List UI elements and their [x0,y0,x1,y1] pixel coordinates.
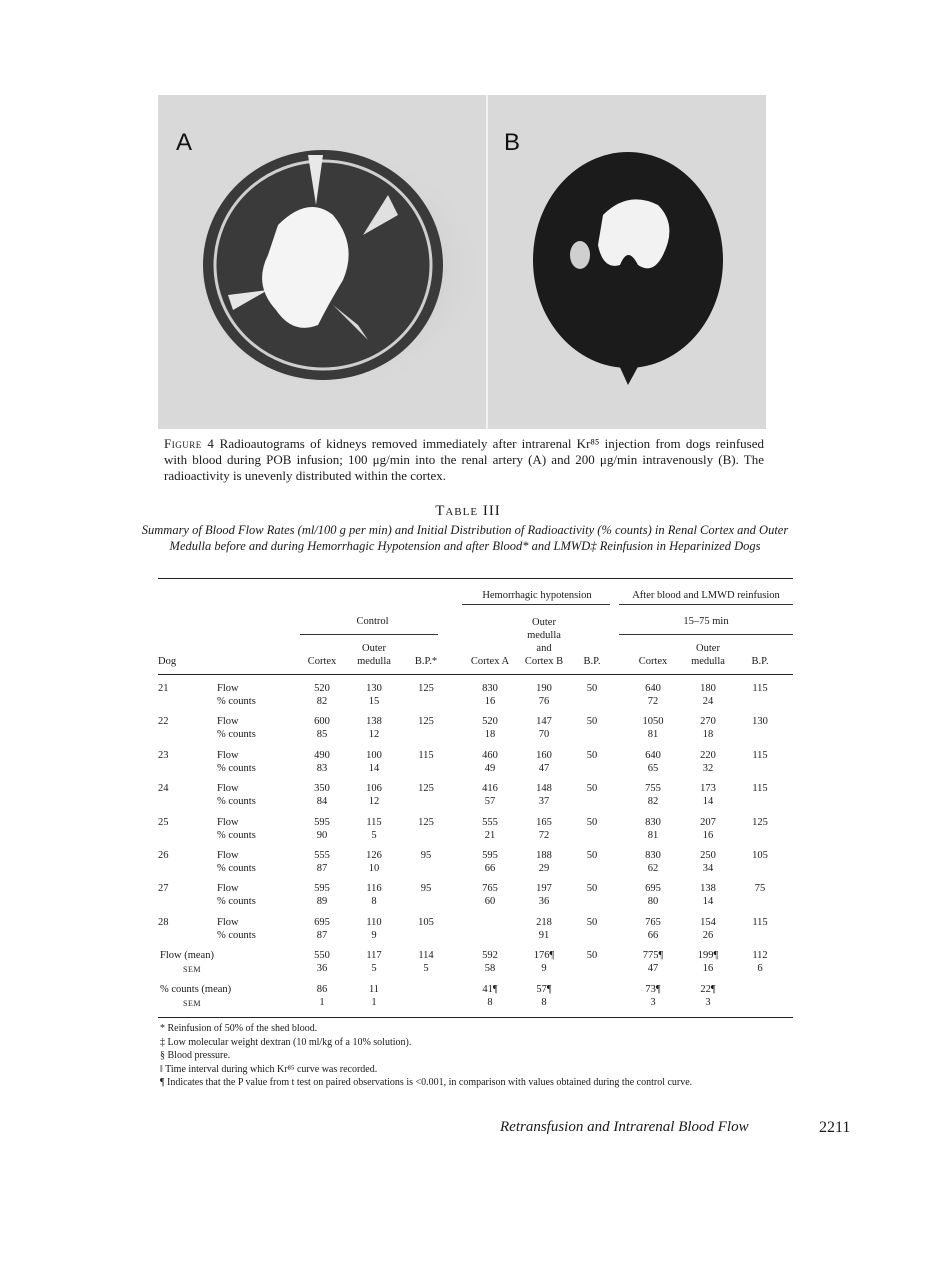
table-cell-counts: 14 [368,763,380,774]
row-label-flow: Flow [217,750,239,761]
table-cell-flow: 520 [482,716,498,727]
table-cell-counts: 49 [484,763,496,774]
summary-cell-mean: 112 [752,950,768,961]
table-cell-flow: 173 [700,783,716,794]
dog-number: 24 [158,783,169,794]
table-cell-counts: 5 [371,830,377,841]
kidney-a-image [188,145,488,395]
table-cell-bp: 50 [586,850,598,861]
header-control-bp: B.P.* [414,656,438,667]
footnote: ‖ Time interval during which Kr⁸⁵ curve was recorded. [160,1063,378,1075]
summary-cell-mean: 775¶ [642,950,664,961]
table-cell-bp: 125 [418,683,434,694]
summary-cell-mean: 73¶ [645,984,661,995]
summary-cell-sem: 3 [650,997,656,1008]
table-cell-counts: 18 [484,729,496,740]
table-cell-bp: 115 [418,750,434,761]
table-cell-counts: 70 [538,729,550,740]
header-hemorrhagic-outer: Outer [532,617,556,628]
row-label-counts: % counts [217,696,256,707]
row-label-counts: % counts [217,763,256,774]
header-hemorrhagic-bp: B.P. [583,656,601,667]
table-cell-flow: 190 [536,683,552,694]
summary-cell-mean: 114 [418,950,434,961]
table-cell-flow: 207 [700,817,716,828]
row-label-counts: % counts [217,863,256,874]
rule-hemorrhagic [462,604,610,605]
table-cell-counts: 32 [702,763,714,774]
table-cell-flow: 160 [536,750,552,761]
table-cell-flow: 695 [645,883,661,894]
table-cell-flow: 188 [536,850,552,861]
table-cell-flow: 130 [366,683,382,694]
figure-4-radioautograms [158,95,766,429]
summary-cell-mean: 50 [586,950,598,961]
header-hemorrhagic-cortex-b: Cortex B [524,656,564,667]
table-cell-counts: 16 [484,696,496,707]
header-control-outer: Outer [362,643,386,654]
footnote: ¶ Indicates that the P value from t test on paired observations is <0.001, in comparison with values obtained during the control curve. [160,1077,693,1088]
summary-cell-sem: 6 [757,963,763,974]
table-cell-bp: 95 [420,883,432,894]
table-cell-flow: 250 [700,850,716,861]
summary-cell-sem: 9 [541,963,547,974]
table-cell-counts: 15 [368,696,380,707]
table-cell-counts: 12 [368,796,380,807]
row-label-counts: % counts [217,796,256,807]
summary-row-label: Flow (mean) [160,950,214,961]
table-cell-counts: 62 [647,863,659,874]
dog-number: 22 [158,716,169,727]
table-cell-counts: 14 [702,896,714,907]
summary-row-label: % counts (mean) [160,984,232,995]
table-caption: Summary of Blood Flow Rates (ml/100 g per min) and Initial Distribution of Radioactivity (% counts) in Renal Cortex and Outer Medulla before and during Hemorrhagic Hypotension and after Blood* and LMWD‡ Reinfusion in Heparinized Dogs [141,523,789,553]
table-cell-counts: 84 [316,796,328,807]
table-cell-flow: 138 [366,716,382,727]
rule-after [619,604,793,605]
summary-cell-mean: 117 [366,950,382,961]
table-cell-counts: 18 [702,729,714,740]
summary-cell-sem: 8 [487,997,493,1008]
table-header-rule [158,674,793,675]
table-cell-counts: 60 [484,896,496,907]
summary-cell-mean: 11 [368,984,380,995]
header-control-medulla: medulla [357,656,391,667]
header-hemorrhagic-medulla: medulla [527,630,561,641]
row-label-flow: Flow [217,850,239,861]
table-cell-counts: 81 [647,830,659,841]
row-label-counts: % counts [217,830,256,841]
table-cell-bp: 50 [586,817,598,828]
table-cell-flow: 695 [314,917,330,928]
table-cell-flow: 165 [536,817,552,828]
table-cell-counts: 80 [647,896,659,907]
header-after-sub: 15–75 min [683,616,729,627]
summary-cell-mean: 41¶ [482,984,498,995]
table-cell-flow: 147 [536,716,552,727]
summary-cell-sem: 8 [541,997,547,1008]
table-cell-flow: 116 [366,883,382,894]
table-cell-counts: 81 [647,729,659,740]
table-footnotes [160,1022,796,1090]
summary-cell-sem: 5 [423,963,429,974]
table-cell-flow: 520 [314,683,330,694]
table-cell-bp: 125 [418,817,434,828]
summary-cell-mean: 176¶ [533,950,555,961]
table-cell-flow: 154 [700,917,716,928]
table-cell-flow: 106 [366,783,382,794]
table-cell-flow: 100 [366,750,382,761]
summary-cell-mean: 592 [482,950,498,961]
table-cell-counts: 76 [538,696,550,707]
table-cell-flow: 460 [482,750,498,761]
header-control-cortex: Cortex [307,656,337,667]
table-cell-counts: 89 [316,896,328,907]
summary-cell-sem: 1 [319,997,325,1008]
running-head: Retransfusion and Intrarenal Blood Flow [500,1119,749,1135]
table-cell-flow: 640 [645,750,661,761]
page-number: 2211 [819,1119,851,1136]
header-after-cortex: Cortex [638,656,668,667]
table-cell-counts: 87 [316,930,328,941]
row-label-counts: % counts [217,729,256,740]
table-cell-counts: 91 [538,930,550,941]
header-hemorrhagic-cortex: Cortex A [470,656,510,667]
summary-sem-label: SEM [183,965,201,974]
table-cell-flow: 755 [645,783,661,794]
summary-cell-sem: 47 [647,963,659,974]
row-label-flow: Flow [217,716,239,727]
header-after: After blood and LMWD reinfusion [632,590,780,601]
header-after-bp: B.P. [751,656,769,667]
kidney-b-image [533,152,723,385]
kidney-radioautogram-images [158,95,766,429]
table-cell-counts: 72 [647,696,659,707]
table-cell-flow: 595 [482,850,498,861]
row-label-flow: Flow [217,883,239,894]
header-hemorrhagic: Hemorrhagic hypotension [482,590,592,601]
summary-cell-sem: 5 [371,963,377,974]
dog-number: 26 [158,850,169,861]
table-cell-counts: 66 [647,930,659,941]
summary-cell-mean: 550 [314,950,330,961]
table-cell-flow: 600 [314,716,330,727]
table-cell-flow: 555 [314,850,330,861]
table-title: Table III [435,503,501,519]
table-cell-flow: 640 [645,683,661,694]
table-cell-counts: 87 [316,863,328,874]
row-label-flow: Flow [217,783,239,794]
summary-cell-sem: 1 [371,997,377,1008]
dog-number: 21 [158,683,169,694]
table-cell-bp: 75 [754,883,766,894]
table-cell-bp: 105 [418,917,434,928]
table-cell-flow: 830 [482,683,498,694]
table-cell-counts: 37 [538,796,550,807]
summary-sem-label: SEM [183,999,201,1008]
dog-number: 28 [158,917,169,928]
summary-cell-sem: 36 [316,963,328,974]
table-cell-bp: 130 [752,716,768,727]
summary-cell-mean: 22¶ [700,984,716,995]
dog-number: 23 [158,750,169,761]
table-cell-flow: 110 [366,917,382,928]
table-top-rule [158,578,793,579]
table-cell-counts: 16 [702,830,714,841]
table-cell-counts: 24 [702,696,714,707]
table-cell-bp: 115 [752,783,768,794]
table-cell-counts: 82 [316,696,328,707]
table-cell-flow: 197 [536,883,552,894]
table-cell-flow: 830 [645,817,661,828]
table-cell-flow: 765 [645,917,661,928]
row-label-counts: % counts [217,896,256,907]
table-cell-counts: 8 [371,896,377,907]
figure-caption-label: Figure 4 [164,436,215,451]
table-cell-counts: 14 [702,796,714,807]
table-cell-bp: 50 [586,883,598,894]
footnote: ‡ Low molecular weight dextran (10 ml/kg of a 10% solution). [160,1036,412,1048]
table-cell-bp: 125 [752,817,768,828]
table-cell-flow: 270 [700,716,716,727]
header-dog: Dog [158,656,177,667]
panel-a-label: A [176,129,193,156]
summary-cell-mean: 199¶ [697,950,719,961]
table-cell-counts: 72 [538,830,550,841]
panel-b-label: B [504,129,521,156]
footnote: * Reinfusion of 50% of the shed blood. [160,1023,318,1034]
table-cell-bp: 125 [418,716,434,727]
summary-cell-sem: 3 [705,997,711,1008]
table-cell-bp: 50 [586,917,598,928]
table-cell-flow: 126 [366,850,382,861]
table-cell-counts: 82 [647,796,659,807]
row-label-flow: Flow [217,917,239,928]
table-cell-counts: 29 [538,863,550,874]
table-cell-bp: 50 [586,716,598,727]
table-cell-flow: 218 [536,917,552,928]
table-cell-flow: 595 [314,817,330,828]
table-cell-flow: 595 [314,883,330,894]
table-cell-counts: 12 [368,729,380,740]
table-cell-counts: 26 [702,930,714,941]
rule-control [300,634,438,635]
table-cell-flow: 220 [700,750,716,761]
table-cell-bp: 125 [418,783,434,794]
table-cell-flow: 148 [536,783,552,794]
table-cell-bp: 115 [752,683,768,694]
figure-caption-text: Radioautograms of kidneys removed immediately after intrarenal Kr⁸⁵ injection from dogs reinfused with blood during POB infusion; 100 μg/min into the renal artery (A) and 200 μg/min intravenously (B). The radioactivity is unevenly distributed within the cortex. [164,436,764,483]
table-cell-flow: 555 [482,817,498,828]
table-cell-counts: 34 [702,863,714,874]
dog-number: 27 [158,883,169,894]
table-cell-flow: 350 [314,783,330,794]
table-cell-bp: 95 [420,850,432,861]
table-cell-counts: 47 [538,763,550,774]
table-cell-counts: 66 [484,863,496,874]
table-cell-counts: 9 [371,930,377,941]
table-cell-counts: 57 [484,796,496,807]
table-cell-counts: 85 [316,729,328,740]
row-label-flow: Flow [217,683,239,694]
table-bottom-rule [158,1017,793,1018]
table-cell-flow: 490 [314,750,330,761]
summary-cell-mean: 86 [316,984,328,995]
table-cell-counts: 90 [316,830,328,841]
table-cell-flow: 180 [700,683,716,694]
table-cell-counts: 21 [484,830,496,841]
footnote: § Blood pressure. [160,1050,231,1061]
figure-caption [164,436,764,484]
table-cell-bp: 115 [752,750,768,761]
table-cell-counts: 83 [316,763,328,774]
table-cell-counts: 36 [538,896,550,907]
table-cell-bp: 50 [586,783,598,794]
table-cell-bp: 50 [586,683,598,694]
header-control: Control [356,616,389,627]
summary-cell-sem: 16 [702,963,714,974]
header-after-outer: Outer [696,643,720,654]
header-hemorrhagic-and: and [536,643,552,654]
table-cell-bp: 50 [586,750,598,761]
table-cell-bp: 115 [752,917,768,928]
table-cell-counts: 10 [368,863,380,874]
header-after-medulla: medulla [691,656,725,667]
summary-cell-mean: 57¶ [536,984,552,995]
row-label-counts: % counts [217,930,256,941]
row-label-flow: Flow [217,817,239,828]
table-cell-counts: 65 [647,763,659,774]
table-cell-flow: 416 [482,783,498,794]
dog-number: 25 [158,817,169,828]
table-cell-flow: 115 [366,817,382,828]
table-cell-bp: 105 [752,850,768,861]
table-cell-flow: 138 [700,883,716,894]
summary-cell-sem: 58 [484,963,496,974]
rule-after-sub [619,634,793,635]
table-cell-flow: 765 [482,883,498,894]
table-cell-flow: 1050 [642,716,664,727]
table-cell-flow: 830 [645,850,661,861]
